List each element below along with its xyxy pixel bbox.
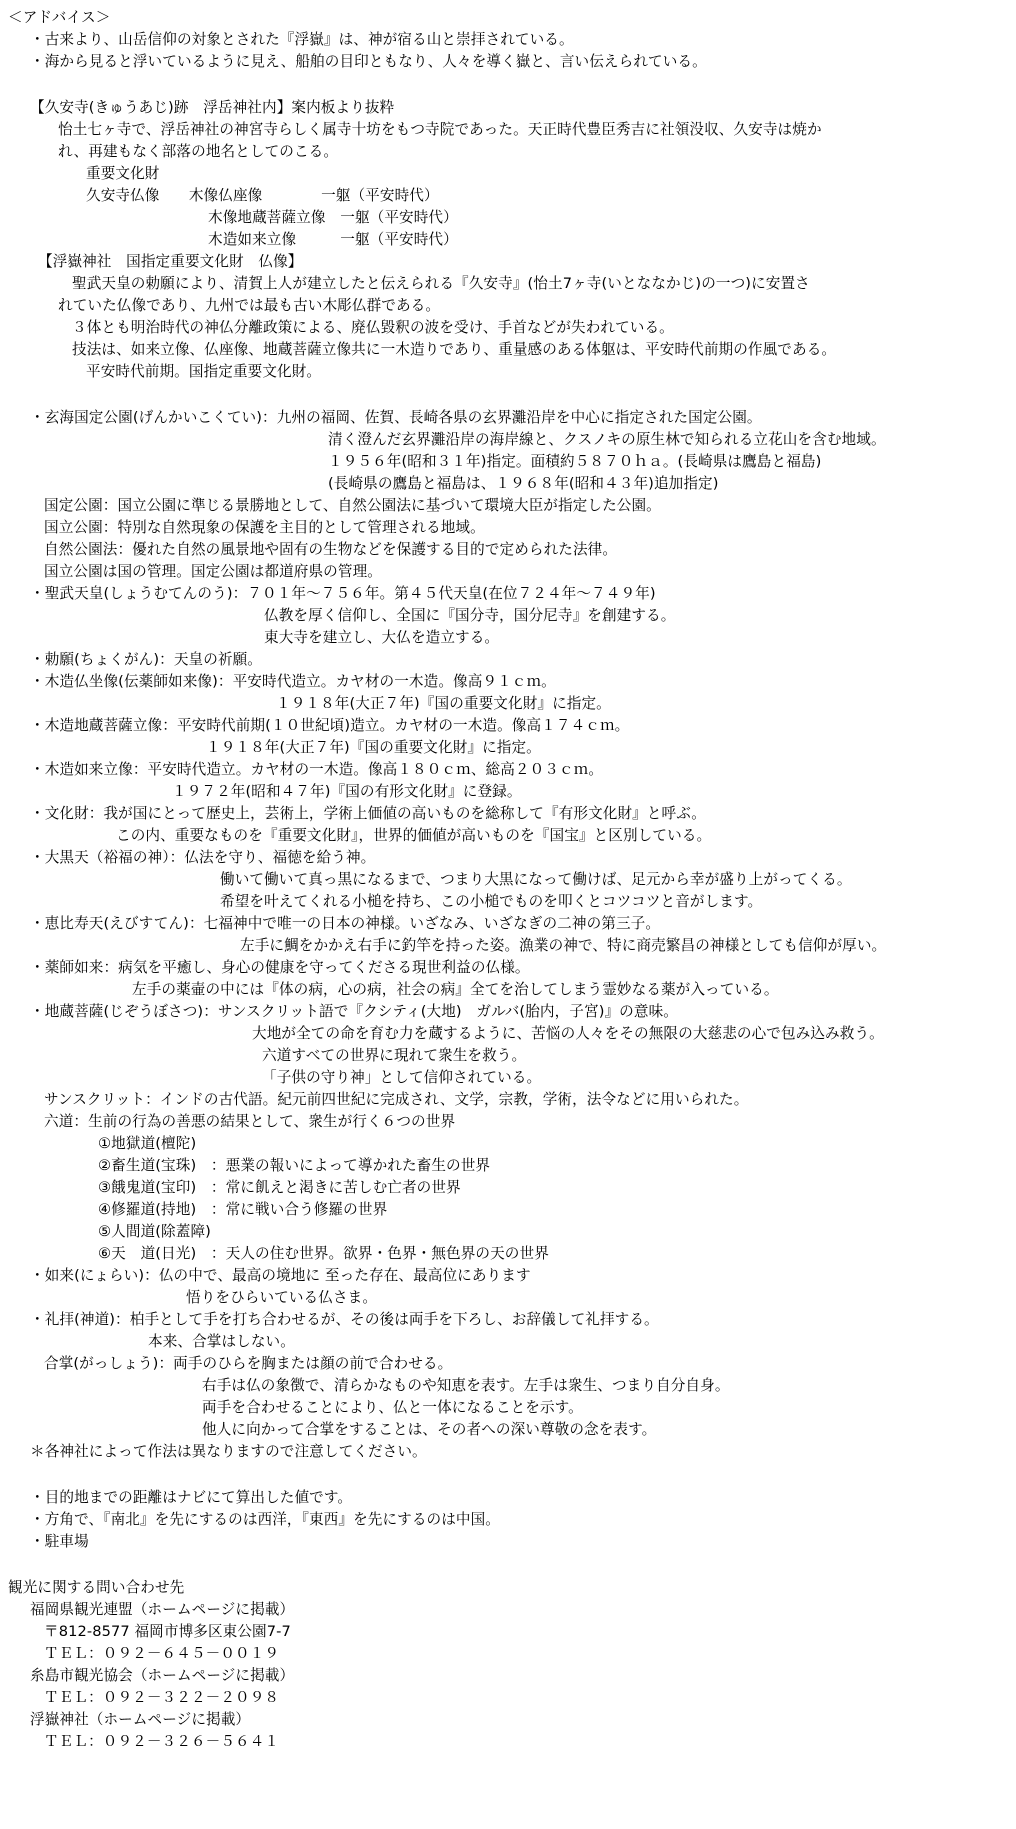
- text-line-5: 怡土七ヶ寺で、浮岳神社の神宮寺らしく属寺十坊をもつ寺院であった。天正時代豊臣秀吉に社領没収、久安寺は焼か: [58, 121, 822, 138]
- text-line-34: １９７２年(昭和４７年)『国の有形文化財』に登録。: [172, 783, 522, 800]
- text-line-47: 「子供の守り神」として信仰されている。: [262, 1069, 542, 1086]
- text-line-63: 他人に向かって合掌をすることは、その者への深い尊敬の念を表す。: [202, 1421, 657, 1438]
- text-line-40: ・恵比寿天(えびすてん)：七福神中で唯一の日本の神様。いざなみ、いざなぎの二神の第三子。: [30, 915, 661, 932]
- text-line-59: 本来、合掌はしない。: [148, 1333, 295, 1350]
- text-line-43: 左手の薬壷の中には『体の病，心の病，社会の病』全てを治してしまう霊妙なる薬が入っている。: [132, 981, 779, 998]
- text-line-65: ・目的地までの距離はナビにて算出した値です。: [30, 1489, 353, 1506]
- text-line-10: 木造如来立像 一躯（平安時代）: [208, 231, 458, 248]
- text-line-18: 清く澄んだ玄界灘沿岸の海岸線と、クスノキの原生林で知られる立花山を含む地域。: [328, 431, 886, 448]
- text-line-56: ・如来(にょらい)：仏の中で、最高の境地に 至った存在、最高位にあります: [30, 1267, 531, 1284]
- text-line-49: 六道：生前の行為の善悪の結果として、衆生が行く６つの世界: [44, 1113, 456, 1130]
- text-line-46: 六道すべての世界に現れて衆生を救う。: [262, 1047, 527, 1064]
- text-line-2: ・古来より、山岳信仰の対象とされた『浮嶽』は、神が宿る山と崇拝されている。: [30, 31, 574, 48]
- text-line-48: サンスクリット：インドの古代語。紀元前四世紀に完成され、文学，宗教，学術，法令などに用いられた。: [44, 1091, 749, 1108]
- text-line-6: れ、再建もなく部落の地名としてのこる。: [58, 143, 339, 160]
- text-line-9: 木像地蔵菩薩立像 一躯（平安時代）: [208, 209, 458, 226]
- text-line-29: ・木造仏坐像(伝薬師如来像)：平安時代造立。カヤ材の一木造。像高９１ｃｍ。: [30, 673, 556, 690]
- text-line-23: 自然公園法：優れた自然の風景地や固有の生物などを保護する目的で定められた法律。: [44, 541, 618, 558]
- text-line-62: 両手を合わせることにより、仏と一体になることを示す。: [202, 1399, 583, 1416]
- text-line-57: 悟りをひらいている仏さま。: [186, 1289, 378, 1306]
- text-line-64: ＊各神社によって作法は異なりますので注意してください。: [30, 1443, 427, 1460]
- text-line-17: ・玄海国定公園(げんかいこくてい)：九州の福岡、佐賀、長崎各県の玄界灘沿岸を中心に指定された国定公園。: [30, 409, 762, 426]
- text-line-45: 大地が全ての命を育む力を蔵するように、苦悩の人々をその無限の大慈悲の心で包み込み救う。: [252, 1025, 884, 1042]
- text-line-37: ・大黒天（裕福の神）：仏法を守り、福徳を給う神。: [30, 849, 376, 866]
- text-line-41: 左手に鯛をかかえ右手に釣竿を持った姿。漁業の神で、特に商売繁昌の神様としても信仰が厚い。: [240, 937, 887, 954]
- text-line-71: ＴＥＬ：０９２－６４５－００１９: [44, 1645, 280, 1662]
- text-line-36: この内、重要なものを『重要文化財』，世界的価値が高いものを『国宝』と区別している。: [116, 827, 712, 844]
- text-line-30: １９１８年(大正７年)『国の重要文化財』に指定。: [276, 695, 611, 712]
- text-line-75: ＴＥＬ：０９２－３２６－５６４１: [44, 1733, 280, 1750]
- text-line-67: ・駐車場: [30, 1533, 89, 1550]
- text-line-14: ３体とも明治時代の神仏分離政策による、廃仏毀釈の波を受け、手首などが失われている。: [72, 319, 674, 336]
- text-line-15: 技法は、如来立像、仏座像、地蔵菩薩立像共に一木造りであり、重量感のある体躯は、平安時代前期の作風である。: [72, 341, 837, 358]
- text-line-22: 国立公園：特別な自然現象の保護を主目的として管理される地域。: [44, 519, 485, 536]
- text-line-66: ・方角で、『南北』を先にするのは西洋，『東西』を先にするのは中国。: [30, 1511, 501, 1528]
- text-line-1: ＜アドバイス＞: [8, 9, 111, 26]
- text-line-16: 平安時代前期。国指定重要文化財。: [86, 363, 322, 380]
- text-line-21: 国定公園：国立公園に準じる景勝地として、自然公園法に基づいて環境大臣が指定した公園。: [44, 497, 661, 514]
- text-line-73: ＴＥＬ：０９２－３２２－２０９８: [44, 1689, 280, 1706]
- text-line-4: 【久安寺(きゅうあじ)跡 浮岳神社内】案内板より抜粋: [30, 99, 395, 116]
- text-line-12: 聖武天皇の勅願により、清賀上人が建立したと伝えられる『久安寺』(怡土7ヶ寺(いとななかじ)の一つ)に安置さ: [72, 275, 810, 292]
- text-line-44: ・地蔵菩薩(じぞうぼさつ)：サンスクリット語で『クシティ(大地) ガルバ(胎内，子宮)』の意味。: [30, 1003, 678, 1020]
- text-line-35: ・文化財：我が国にとって歴史上，芸術上，学術上価値の高いものを総称して『有形文化財』と呼ぶ。: [30, 805, 706, 822]
- text-line-27: 東大寺を建立し、大仏を造立する。: [264, 629, 500, 646]
- text-line-69: 福岡県観光連盟（ホームページに掲載）: [30, 1601, 295, 1618]
- text-line-58: ・礼拝(神道)：柏手として手を打ち合わせるが、その後は両手を下ろし、お辞儀して礼拝する。: [30, 1311, 659, 1328]
- text-line-51: ②畜生道(宝珠) ：悪業の報いによって導かれた畜生の世界: [98, 1157, 491, 1174]
- text-line-20: (長崎県の鷹島と福島は、１９６８年(昭和４３年)追加指定): [328, 475, 719, 492]
- text-line-74: 浮嶽神社（ホームページに掲載）: [30, 1711, 251, 1728]
- text-line-50: ①地獄道(檀陀): [98, 1135, 197, 1152]
- text-line-68: 観光に関する問い合わせ先: [8, 1579, 185, 1596]
- text-line-33: ・木造如来立像：平安時代造立。カヤ材の一木造。像高１８０ｃｍ、総高２０３ｃｍ。: [30, 761, 604, 778]
- text-line-55: ⑥天 道(日光) ：天人の住む世界。欲界・色界・無色界の天の世界: [98, 1245, 549, 1262]
- text-line-39: 希望を叶えてくれる小槌を持ち、この小槌でものを叩くとコツコツと音がします。: [220, 893, 763, 910]
- text-line-31: ・木造地蔵菩薩立像：平安時代前期(１０世紀頃)造立。カヤ材の一木造。像高１７４ｃｍ。: [30, 717, 630, 734]
- text-line-70: 〒812-8577 福岡市博多区東公園7-7: [44, 1623, 291, 1640]
- text-line-24: 国立公園は国の管理。国定公園は都道府県の管理。: [44, 563, 382, 580]
- text-line-61: 右手は仏の象徴で、清らかなものや知恵を表す。左手は衆生、つまり自分自身。: [202, 1377, 730, 1394]
- text-line-54: ⑤人間道(除蓋障): [98, 1223, 211, 1240]
- text-line-72: 糸島市観光協会（ホームページに掲載）: [30, 1667, 295, 1684]
- text-line-28: ・勅願(ちょくがん)：天皇の祈願。: [30, 651, 262, 668]
- text-line-19: １９５６年(昭和３１年)指定。面積約５８７０ｈａ。(長崎県は鷹島と福島): [328, 453, 822, 470]
- text-line-8: 久安寺仏像 木像仏座像 一躯（平安時代）: [86, 187, 439, 204]
- text-line-52: ③餓鬼道(宝印) ：常に飢えと渇きに苦しむ亡者の世界: [98, 1179, 461, 1196]
- text-line-42: ・薬師如来：病気を平癒し、身心の健康を守ってくださる現世利益の仏様。: [30, 959, 530, 976]
- text-line-11: 【浮嶽神社 国指定重要文化財 仏像】: [38, 253, 303, 270]
- text-line-53: ④修羅道(持地) ：常に戦い合う修羅の世界: [98, 1201, 388, 1218]
- text-line-25: ・聖武天皇(しょうむてんのう)：７０１年～７５６年。第４５代天皇(在位７２４年～７４９年): [30, 585, 656, 602]
- text-line-38: 働いて働いて真っ黒になるまで、つまり大黒になって働けば、足元から幸が盛り上がってくる。: [220, 871, 852, 888]
- text-line-32: １９１８年(大正７年)『国の重要文化財』に指定。: [206, 739, 541, 756]
- text-line-7: 重要文化財: [86, 165, 160, 182]
- text-line-26: 仏教を厚く信仰し、全国に『国分寺，国分尼寺』を創建する。: [264, 607, 676, 624]
- text-line-13: れていた仏像であり、九州では最も古い木彫仏群である。: [58, 297, 441, 314]
- text-line-60: 合掌(がっしょう)：両手のひらを胸または顔の前で合わせる。: [44, 1355, 453, 1372]
- text-line-3: ・海から見ると浮いているように見え、船舶の目印ともなり、人々を導く嶽と、言い伝えられている。: [30, 53, 707, 70]
